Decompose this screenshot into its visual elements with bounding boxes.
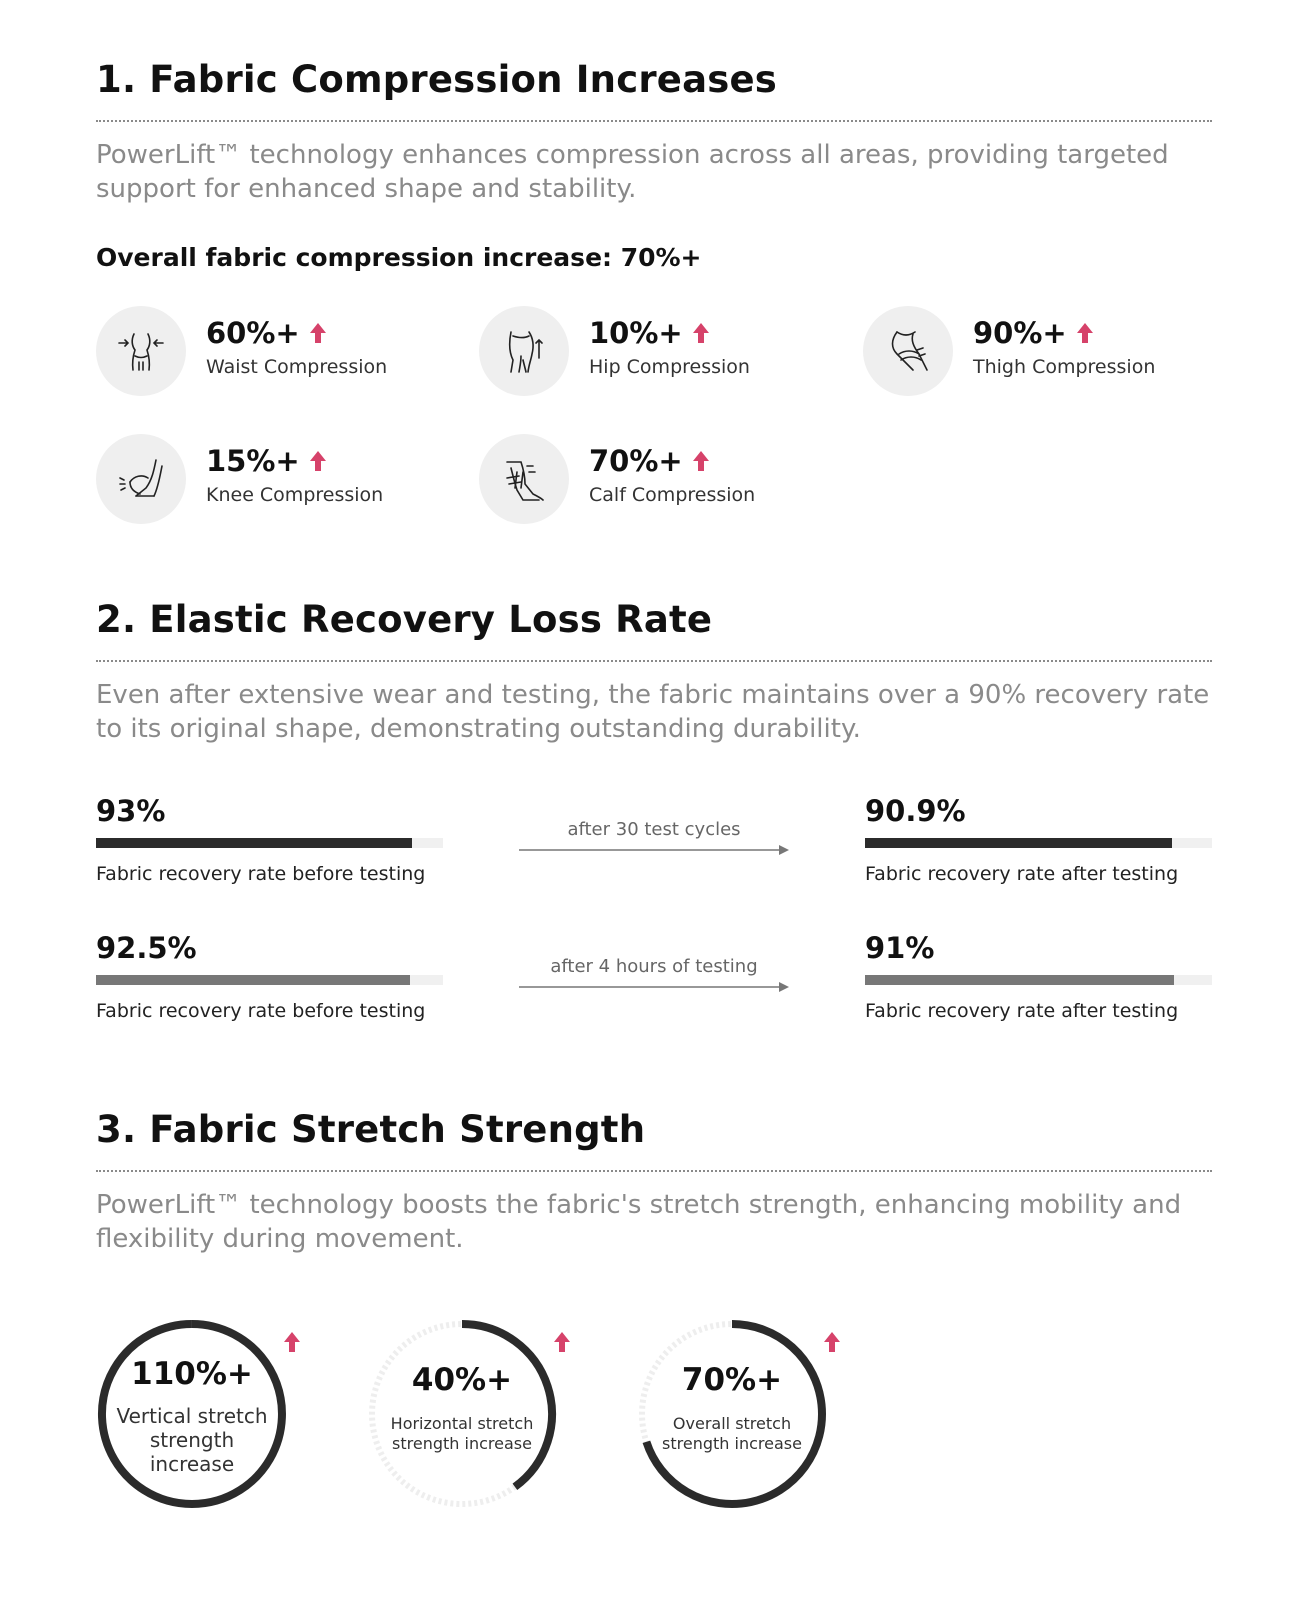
before-label: Fabric recovery rate before testing	[96, 1000, 426, 1022]
section-description: Even after extensive wear and testing, the fabric maintains over a 90% recovery rate to its original shape, demonstrating outstanding durability.	[96, 680, 1210, 744]
ring-progress	[462, 1324, 552, 1487]
right-arrow-icon	[519, 844, 789, 856]
before-bar-fill	[96, 975, 410, 985]
test-label: after 30 test cycles	[567, 819, 741, 840]
section-title: 3. Fabric Stretch Strength	[96, 1108, 646, 1151]
metric-label: Hip Compression	[589, 356, 750, 378]
before-bar-track	[96, 838, 443, 848]
thigh-icon-circle	[863, 306, 953, 396]
knee-icon	[116, 454, 166, 504]
ring-vertical	[96, 1318, 288, 1510]
calf-icon-circle	[479, 434, 569, 524]
metric-value: 10%+	[589, 316, 683, 350]
up-arrow-icon	[308, 321, 328, 345]
after-bar-track	[865, 838, 1212, 848]
metric-waist	[96, 306, 456, 398]
before-bar-track	[96, 975, 443, 985]
before-value: 92.5%	[96, 931, 197, 965]
section-description: PowerLift™ technology boosts the fabric's stretch strength, enhancing mobility and flexibility during movement.	[96, 1190, 1182, 1254]
waist-icon	[116, 326, 166, 376]
metric-knee	[96, 434, 456, 526]
knee-icon-circle	[96, 434, 186, 524]
metric-value-row	[589, 316, 711, 350]
metric-label: Thigh Compression	[973, 356, 1156, 378]
divider	[96, 120, 1212, 122]
section-description: PowerLift™ technology enhances compression across all areas, providing targeted support for enhanced shape and stability.	[96, 140, 1169, 204]
metric-label: Waist Compression	[206, 356, 388, 378]
up-arrow-icon	[308, 449, 328, 473]
up-arrow-icon	[1075, 321, 1095, 345]
metric-value: 15%+	[206, 444, 300, 478]
ring-label: Vertical stretch strength increase	[116, 1404, 268, 1476]
calf-icon	[499, 454, 549, 504]
up-arrow-icon	[552, 1330, 572, 1354]
after-label: Fabric recovery rate after testing	[865, 863, 1179, 885]
metric-value-row	[206, 444, 328, 478]
after-bar-fill	[865, 975, 1174, 985]
metric-hip	[479, 306, 839, 398]
overall-compression: Overall fabric compression increase: 70%+	[96, 243, 702, 272]
section-title: 2. Elastic Recovery Loss Rate	[96, 598, 713, 641]
before-label: Fabric recovery rate before testing	[96, 863, 426, 885]
hip-icon-circle	[479, 306, 569, 396]
after-bar-fill	[865, 838, 1172, 848]
thigh-icon	[883, 326, 933, 376]
metric-label: Knee Compression	[206, 484, 384, 506]
before-bar-fill	[96, 838, 412, 848]
divider	[96, 660, 1212, 662]
section-title: 1. Fabric Compression Increases	[96, 58, 777, 101]
after-value: 90.9%	[865, 794, 966, 828]
before-value: 93%	[96, 794, 166, 828]
waist-icon-circle	[96, 306, 186, 396]
section-stretch-strength	[96, 1108, 1212, 1518]
divider	[96, 1170, 1212, 1172]
ring-label: Overall stretch strength increase	[662, 1414, 802, 1453]
metric-value: 90%+	[973, 316, 1067, 350]
after-bar-track	[865, 975, 1212, 985]
ring-label: Horizontal stretch strength increase	[390, 1414, 534, 1453]
up-arrow-icon	[282, 1330, 302, 1354]
ring-value: 110%+	[131, 1356, 253, 1392]
after-value: 91%	[865, 931, 935, 965]
metric-value: 70%+	[589, 444, 683, 478]
right-arrow-icon	[519, 981, 789, 993]
metric-value-row	[589, 444, 711, 478]
section-elastic-recovery	[96, 598, 1212, 1048]
hip-icon	[499, 326, 549, 376]
up-arrow-icon	[691, 449, 711, 473]
metric-calf	[479, 434, 839, 526]
section-fabric-compression	[96, 58, 1212, 538]
metric-value: 60%+	[206, 316, 300, 350]
ring-value: 40%+	[411, 1362, 513, 1398]
ring-value: 70%+	[681, 1362, 783, 1398]
ring-horizontal	[366, 1318, 558, 1510]
after-label: Fabric recovery rate after testing	[865, 1000, 1179, 1022]
metric-label: Calf Compression	[589, 484, 756, 506]
up-arrow-icon	[822, 1330, 842, 1354]
metric-value-row	[206, 316, 328, 350]
metric-value-row	[973, 316, 1095, 350]
metric-thigh	[863, 306, 1223, 398]
test-label: after 4 hours of testing	[550, 956, 758, 977]
ring-overall	[636, 1318, 828, 1510]
up-arrow-icon	[691, 321, 711, 345]
